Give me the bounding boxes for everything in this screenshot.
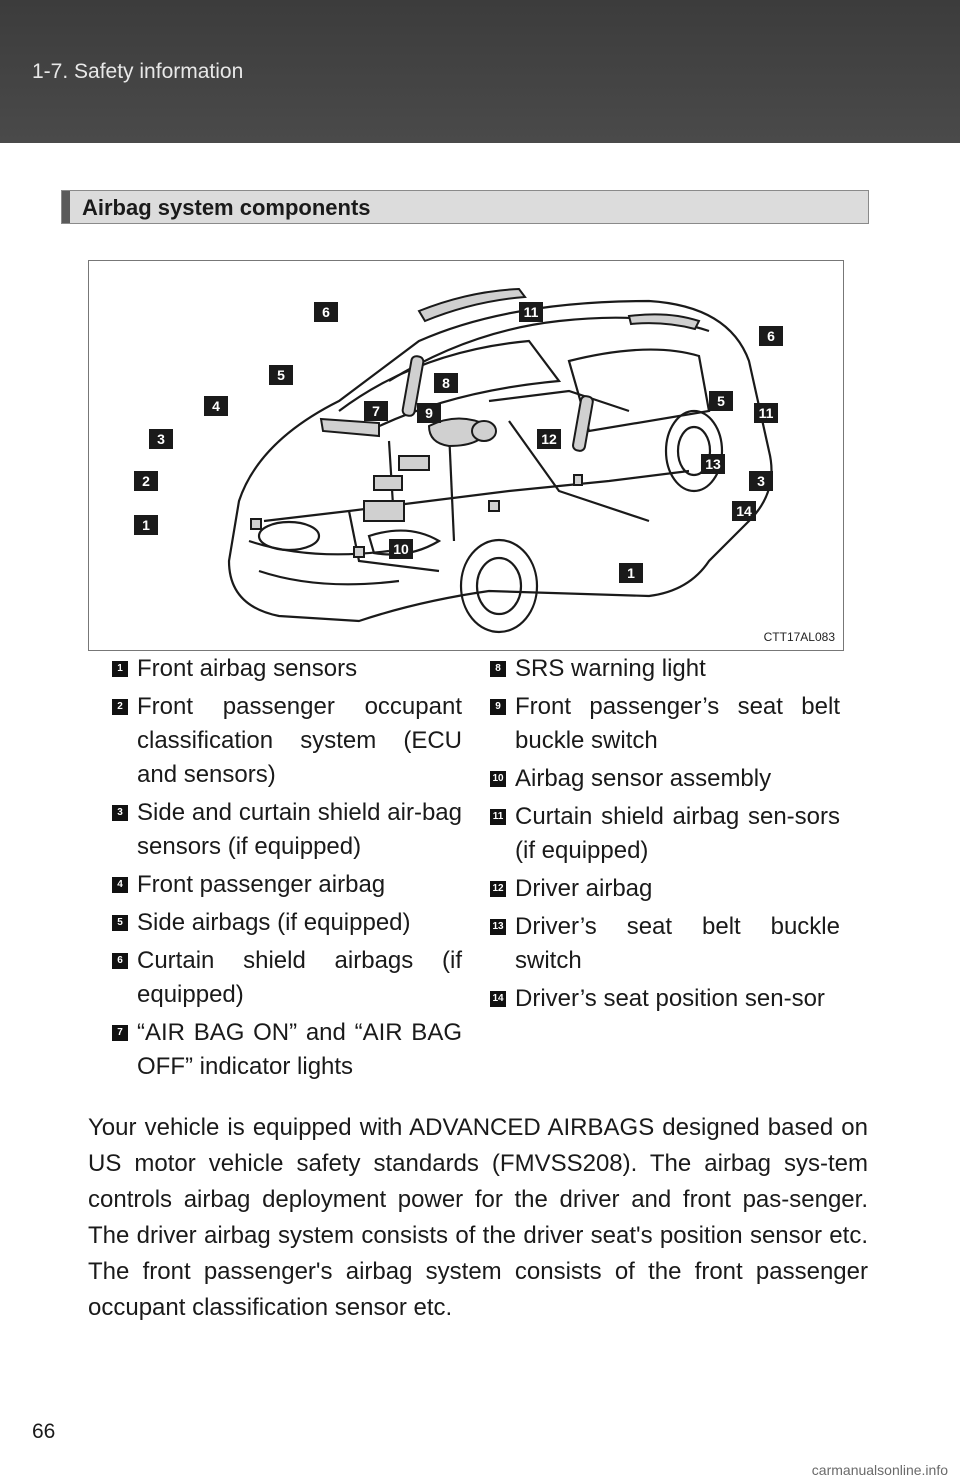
legend-text: “AIR BAG ON” and “AIR BAG OFF” indicator lights (137, 1019, 462, 1080)
legend-number: 5 (112, 915, 128, 931)
legend-number: 4 (112, 877, 128, 893)
callout-6-left: 6 (314, 302, 338, 322)
legend-number: 2 (112, 699, 128, 715)
callout-11-top: 11 (519, 302, 543, 322)
legend-text: Front passenger airbag (137, 871, 386, 898)
legend-text: Driver’s seat belt buckle switch (515, 913, 840, 974)
heading-accent (62, 191, 70, 223)
legend-text: Side airbags (if equipped) (137, 909, 411, 936)
callout-9: 9 (417, 403, 441, 423)
callout-3-right: 3 (749, 471, 773, 491)
page-number: 66 (32, 1420, 56, 1443)
legend-text: Front passenger occupant classification system (ECU and sensors) (137, 693, 462, 788)
legend-number: 11 (490, 809, 506, 825)
airbag-diagram (88, 260, 844, 651)
callout-7: 7 (364, 401, 388, 421)
legend-item (112, 796, 462, 864)
callout-5-left: 5 (269, 365, 293, 385)
callout-3-left: 3 (149, 429, 173, 449)
legend-number: 1 (112, 661, 128, 677)
legend-number: 13 (490, 919, 506, 935)
legend-number: 12 (490, 881, 506, 897)
figure-code: CTT17AL083 (763, 630, 835, 644)
body-paragraph: Your vehicle is equipped with ADVANCED AIRBAGS designed based on US motor vehicle safety standards (FMVSS208). The airbag sys-tem controls airbag deployment power for the driver and front pas-senger. The driver airbag system consists of the driver seat's position sensor etc. The front passenger's airbag system consists of the front passenger occupant classification sensor etc. (88, 1114, 868, 1321)
callout-12: 12 (537, 429, 561, 449)
callout-4: 4 (204, 396, 228, 416)
legend-number: 10 (490, 771, 506, 787)
legend-item (490, 872, 840, 906)
callout-10: 10 (389, 539, 413, 559)
legend-item (112, 690, 462, 792)
legend-number: 6 (112, 953, 128, 969)
legend-item (490, 690, 840, 758)
legend-text: Front airbag sensors (137, 655, 358, 682)
section-heading (61, 190, 869, 224)
breadcrumb: 1-7. Safety information (32, 60, 244, 83)
legend-item (490, 762, 840, 796)
legend-number: 3 (112, 805, 128, 821)
legend-text: Driver airbag (515, 875, 653, 902)
legend-number: 8 (490, 661, 506, 677)
legend-item (490, 800, 840, 868)
page-header (0, 0, 960, 143)
legend-number: 14 (490, 991, 506, 1007)
legend-item (490, 982, 840, 1016)
legend-item (490, 910, 840, 978)
callout-8: 8 (434, 373, 458, 393)
legend-left (112, 652, 462, 1088)
legend-text: Curtain shield airbags (if equipped) (137, 947, 462, 1008)
legend-text: Driver’s seat position sen-sor (515, 985, 825, 1012)
car-illustration (89, 261, 845, 652)
legend-text: Airbag sensor assembly (515, 765, 772, 792)
legend-item (112, 906, 462, 940)
watermark: carmanualsonline.info (811, 1462, 948, 1478)
callout-2: 2 (134, 471, 158, 491)
legend-text: Curtain shield airbag sen-sors (if equipped) (515, 803, 840, 864)
callout-1-right: 1 (619, 563, 643, 583)
legend-text: SRS warning light (515, 655, 706, 682)
callout-5-right: 5 (709, 391, 733, 411)
callout-6-right: 6 (759, 326, 783, 346)
callout-14: 14 (732, 501, 756, 521)
callout-13: 13 (701, 454, 725, 474)
section-title: Airbag system components (82, 195, 371, 220)
legend-item (112, 868, 462, 902)
legend-number: 9 (490, 699, 506, 715)
callout-1-left: 1 (134, 515, 158, 535)
legend-item (112, 1016, 462, 1084)
legend-text: Front passenger’s seat belt buckle switch (515, 693, 840, 754)
legend-right (490, 652, 840, 1020)
legend-item (490, 652, 840, 686)
legend-number: 7 (112, 1025, 128, 1041)
legend-item (112, 944, 462, 1012)
legend-text: Side and curtain shield air-bag sensors (if equipped) (137, 799, 462, 860)
legend-item (112, 652, 462, 686)
callout-11-right: 11 (754, 403, 778, 423)
